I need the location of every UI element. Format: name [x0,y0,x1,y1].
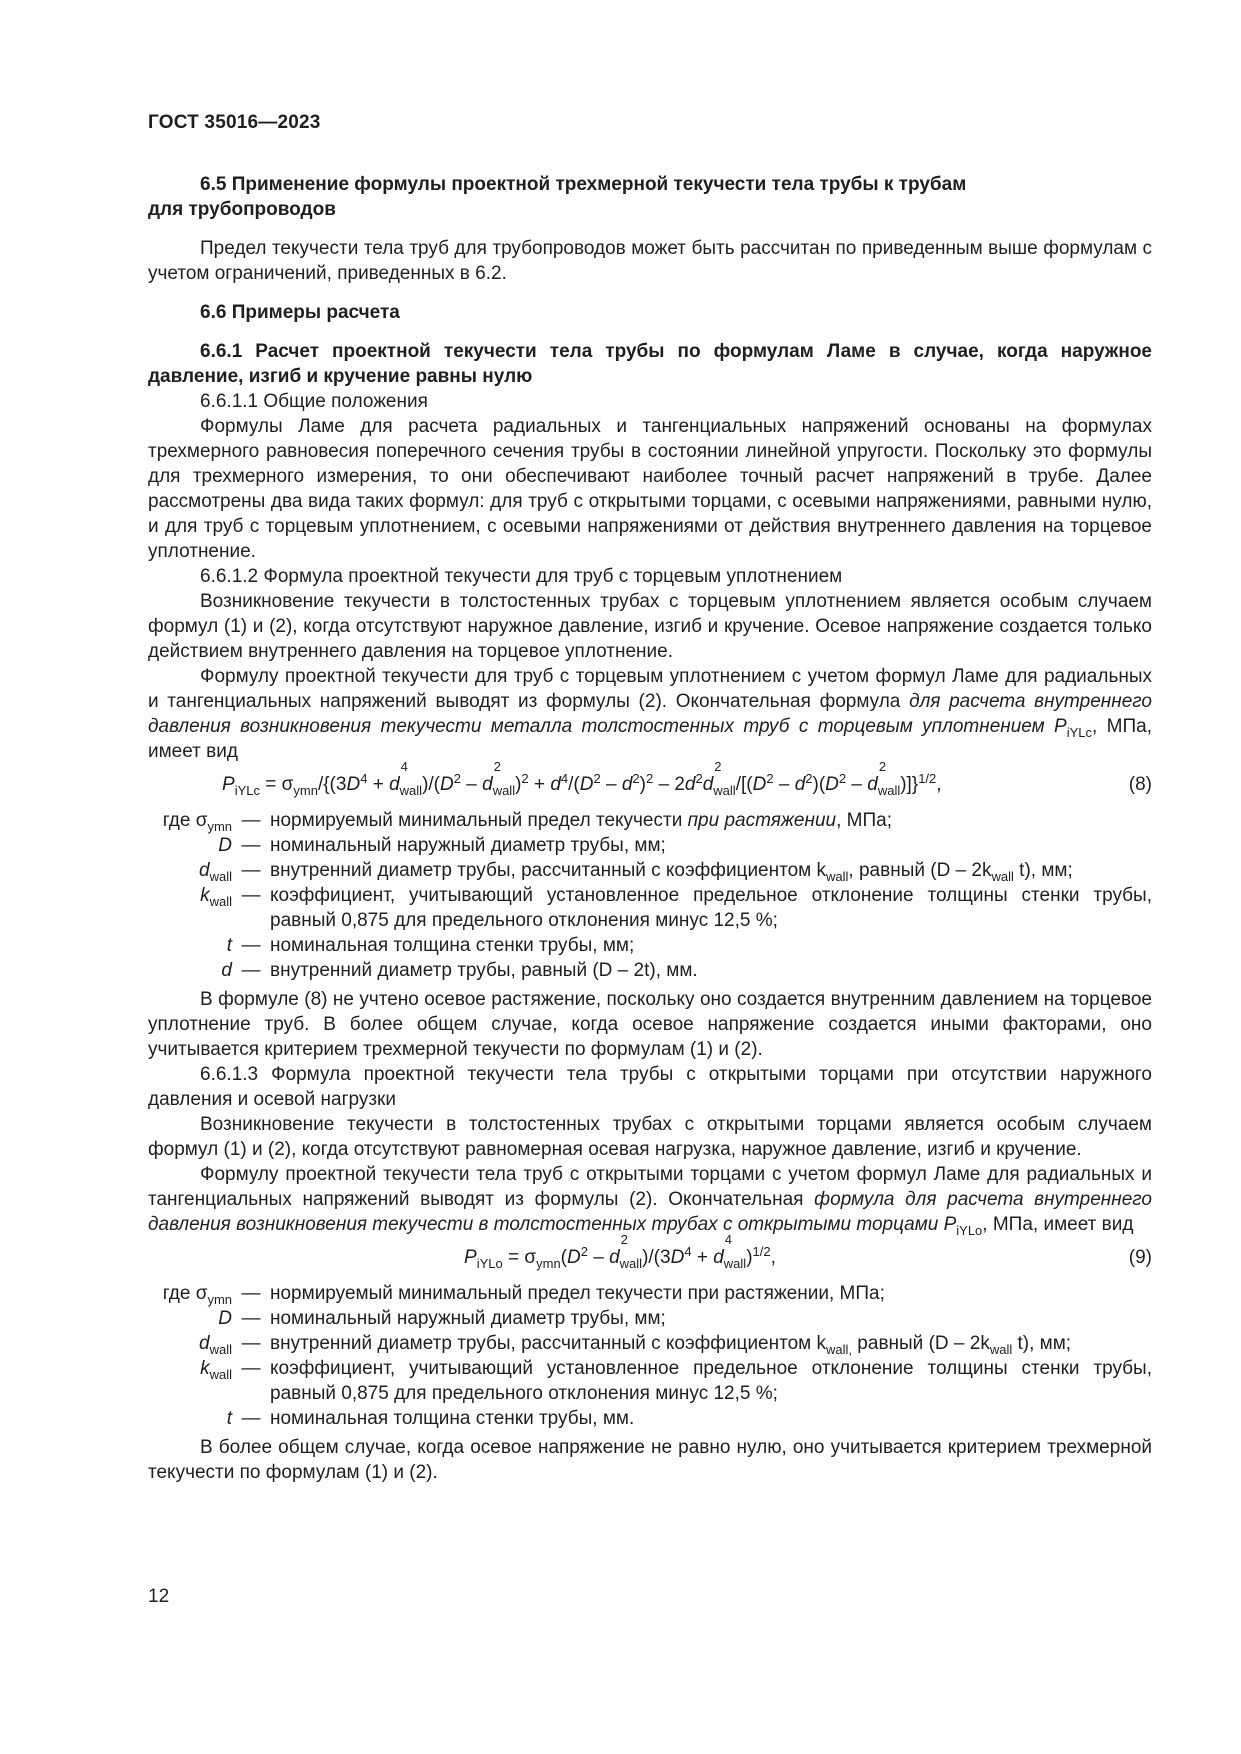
formula-8-legend [148,808,1152,983]
paragraph-text: Формулу проектной текучести тела труб с открытыми торцами с учетом формул Ламе для радиальных и тангенциальных напряжений выводят из формулы (2). Окончательная [148,1164,1152,1210]
section-6-6-1-3-title: 6.6.1.3 Формула проектной текучести тела трубы с открытыми торцами при отсутствии наружного давления и осевой нагрузки [148,1064,1152,1110]
legend-row-kwall: $k_{wall}$ — коэффициент, учитывающий установленное предельное отклонение толщины стенки трубы, равный 0,875 для предельного отклонения минус 12,5 %; [200,1358,1152,1404]
legend-row-t: t — номинальная толщина стенки трубы, мм. [226,1408,635,1429]
legend-row-t: t — номинальная толщина стенки трубы, мм; [226,935,635,956]
paragraph-text: Формулу проектной текучести для труб с торцевым уплотнением с учетом формул Ламе для радиальных и тангенциальных напряжений выводят из формулы (2). Окончательная формула [148,666,1152,712]
formula-8 [148,759,1152,802]
paragraph-text: , МПа, имеет вид [982,1214,1134,1235]
formula-8-number: (8) [1128,774,1152,795]
legend-row-D: D — номинальный наружный диаметр трубы, мм; [218,1308,666,1329]
formula-8-expression: $P_{iYLc} = \sigma_{ymn}/\{(3D^4 + d$ 4 $_{wall})/(D^2$ – d 2 $_{wall})^2 + d^4/(D^2 - d^2)^2 - 2d^2d$ 2 $_{wall}/[(D^2 - d^2)(D^2$ – d 2 $_{wall}$)]}$^{1/2}$, [222,759,942,798]
formula-9-expression: $P_{iYLo} = \sigma_{ymn}(D^2 - d$ 2 $_{wall})/(3D^4 + d$ 4 $_{wall}$)$^{1/2}$, [464,1232,776,1271]
section-6-6-1-1-title: 6.6.1.1 Общие положения [200,391,428,412]
subscript: iYLc [1066,725,1093,740]
paragraph-text: , МПа, имеет вид [148,716,1152,762]
paragraph-italic-text: для расчета внутреннего давления возникновения текучести металла толстостенных труб с торцевым уплотнением P [148,691,1152,737]
document-body [148,172,1152,1485]
section-6-6-1-3-paragraph-1: Возникновение текучести в толстостенных трубах с открытыми торцами является особым случаем формул (1) и (2), когда отсутствуют равномерная осевая нагрузка, наружное давление, изгиб и кручение. [148,1114,1152,1160]
formula-9 [148,1232,1152,1275]
section-6-5-paragraph: Предел текучести тела труб для трубопроводов может быть рассчитан по приведенным выше формулам с учетом ограничений, приведенных в 6.2. [148,238,1152,284]
section-6-5-title-line2: для трубопроводов [148,199,336,220]
legend-row-d: d — внутренний диаметр трубы, равный (D – 2t), мм. [221,960,698,981]
where-label: где [162,810,191,831]
legend-row-sigma: где $\sigma_{ymn}$ — нормируемый минимальный предел текучести при растяжении, МПа; [162,810,892,834]
legend-row-sigma: где $\sigma_{ymn}$ — нормируемый минимальный предел текучести при растяжении, МПа; [162,1283,885,1307]
document-header: ГОСТ 35016—2023 [148,112,321,133]
section-6-6-title: 6.6 Примеры расчета [200,302,400,323]
section-6-6-1-title: 6.6.1 Расчет проектной текучести тела трубы по формулам Ламе в случае, когда наружное давление, изгиб и кручение равны нулю [148,341,1152,387]
section-6-5-title [148,172,1152,222]
where-label: где [162,1283,191,1304]
legend-row-D: D — номинальный наружный диаметр трубы, мм; [218,835,666,856]
section-6-5-title-line1: 6.5 Применение формулы проектной трехмерной текучести тела трубы к трубам [200,174,967,195]
section-6-6-1-2-title: 6.6.1.2 Формула проектной текучести для труб с торцевым уплотнением [200,566,843,587]
subscript: iYLo [956,1223,983,1238]
formula-9-legend [148,1281,1152,1431]
page-number: 12 [148,1586,170,1607]
section-6-6-1-1-paragraph: Формулы Ламе для расчета радиальных и тангенциальных напряжений основаны на формулах трехмерного равновесия поперечного сечения трубы в состоянии линейной упругости. Поскольку это формулы для трехмерного измерения, то они обеспечивают наиболее точный расчет напряжений в трубе. Далее рассмотрены два вида таких формул: для труб с открытыми торцами, с осевыми напряжениями, равными нулю, и для труб с торцевым уплотнением, с осевыми напряжениями от действия внутреннего давления на торцевое уплотнение. [148,416,1152,562]
paragraph-italic-text: формула для расчета внутреннего давления возникновения текучести в толстостенных трубах с открытыми торцами P [148,1189,1152,1235]
section-6-6-1-2-paragraph-3: В формуле (8) не учтено осевое растяжение, поскольку оно создается внутренним давлением на торцевое уплотнение труб. В более общем случае, когда осевое напряжение создается иными факторами, оно учитывается критерием трехмерной текучести по формулам (1) и (2). [148,989,1152,1060]
legend-row-kwall: $k_{wall}$ — коэффициент, учитывающий установленное предельное отклонение толщины стенки трубы, равный 0,875 для предельного отклонения минус 12,5 %; [200,885,1152,931]
section-6-6-1-3-paragraph-3: В более общем случае, когда осевое напряжение не равно нулю, оно учитывается критерием трехмерной текучести по формулам (1) и (2). [148,1437,1152,1483]
formula-9-number: (9) [1128,1247,1152,1268]
section-6-6-1-2-paragraph-2 [148,664,1152,764]
legend-row-dwall: $d_{wall}$ — внутренний диаметр трубы, рассчитанный с коэффициентом $k_{wall,}$ равный ($D - 2k_{wall}$ t), мм; [199,1333,1072,1357]
section-6-6-1-3-paragraph-2 [148,1162,1152,1237]
legend-row-dwall: $d_{wall}$ — внутренний диаметр трубы, рассчитанный с коэффициентом $k_{wall}$, равный ($D - 2k_{wall}$ t), мм; [199,860,1073,884]
section-6-6-1-2-paragraph-1: Возникновение текучести в толстостенных трубах с торцевым уплотнением является особым случаем формул (1) и (2), когда отсутствуют наружное давление, изгиб и кручение. Осевое напряжение создается только действием внутреннего давления на торцевое уплотнение. [148,591,1152,662]
